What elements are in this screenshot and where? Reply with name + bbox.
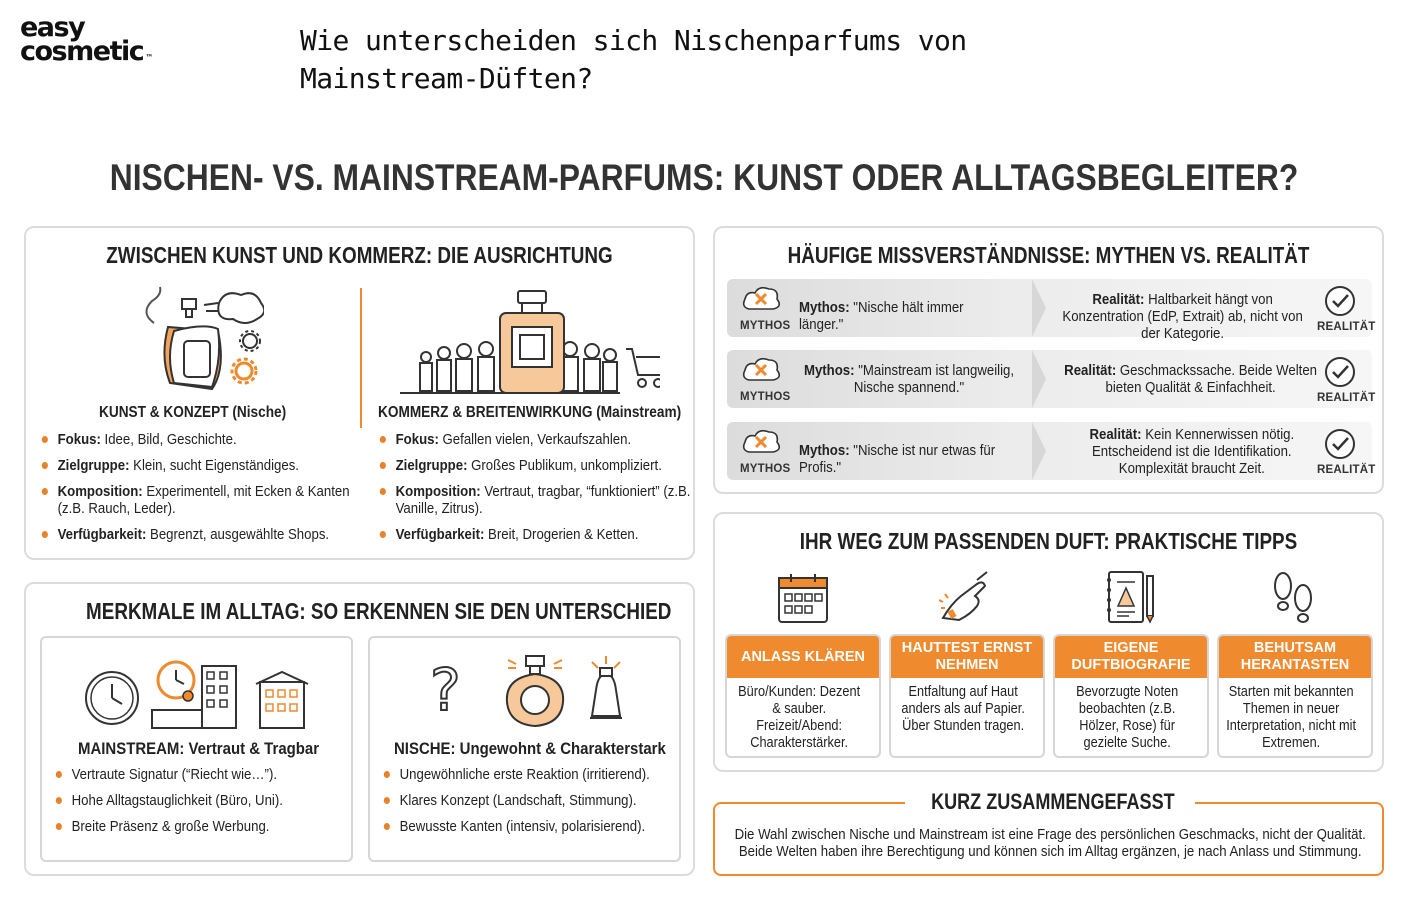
tip-card-duftbiografie bbox=[1053, 634, 1209, 758]
tip-card-herantasten bbox=[1217, 634, 1373, 758]
niche-item: Zielgruppe: Klein, sucht Eigenständiges. bbox=[40, 457, 357, 474]
tip-head: BEHUTSAM HERANTASTEN bbox=[1219, 636, 1371, 678]
trait-item: Ungewöhnliche erste Reaktion (irritierend). bbox=[382, 766, 672, 783]
mainstream-item: Komposition: Vertraut, tragbar, “funktioniert” (z.B. Vanille, Zitrus). bbox=[378, 483, 695, 517]
mainstream-item: Fokus: Gefallen vielen, Verkaufszahlen. bbox=[378, 431, 695, 448]
myth-arrow bbox=[1032, 422, 1046, 480]
summary-box bbox=[713, 789, 1384, 876]
svg-text:?: ? bbox=[430, 656, 461, 724]
tipps-panel bbox=[713, 512, 1384, 772]
myth-text: Mythos: "Nische hält immer länger." bbox=[799, 299, 964, 333]
brand-line-2: cosmetic bbox=[20, 36, 144, 67]
brand-logo bbox=[20, 12, 154, 67]
notebook-icon bbox=[1101, 568, 1161, 628]
trait-item: Vertraute Signatur (“Riecht wie…”). bbox=[54, 766, 344, 783]
mainstream-traits-list bbox=[54, 766, 344, 844]
niche-item: Verfügbarkeit: Begrenzt, ausgewählte Shops. bbox=[40, 526, 357, 543]
tip-card-anlass bbox=[725, 634, 881, 758]
tipps-title: IHR WEG ZUM PASSENDEN DUFT: PRAKTISCHE TIPPS bbox=[799, 528, 1298, 554]
ausrichtung-title: ZWISCHEN KUNST UND KOMMERZ: DIE AUSRICHTUNG bbox=[106, 242, 613, 268]
trait-item: Klares Konzept (Landschaft, Stimmung). bbox=[382, 792, 672, 809]
reality-label: REALITÄT bbox=[1317, 464, 1376, 476]
footprints-icon bbox=[1269, 568, 1319, 628]
niche-item: Fokus: Idee, Bild, Geschichte. bbox=[40, 431, 357, 448]
merkmale-title: MERKMALE IM ALLTAG: SO ERKENNEN SIE DEN UNTERSCHIED bbox=[86, 598, 672, 624]
niche-list bbox=[40, 431, 357, 552]
tip-body: Entfaltung auf Haut anders als auf Papier. Über Stunden tragen. bbox=[901, 684, 1025, 734]
reality-check-icon bbox=[1324, 356, 1356, 388]
myth-row bbox=[727, 422, 1376, 480]
niche-traits-heading: NISCHE: Ungewohnt & Charakterstark bbox=[394, 739, 666, 758]
niche-traits-card bbox=[368, 636, 681, 862]
reality-text: Realität: Geschmackssache. Beide Welten bieten Qualität & Einfachheit. bbox=[1064, 362, 1318, 396]
reality-check-icon bbox=[1324, 428, 1356, 460]
reality-label: REALITÄT bbox=[1317, 321, 1376, 333]
brand-line-1: easy bbox=[20, 12, 85, 43]
office-clock-icon bbox=[82, 654, 312, 730]
calendar-icon bbox=[775, 570, 831, 626]
mainstream-traits-card bbox=[40, 636, 353, 862]
tip-head: ANLASS KLÄREN bbox=[727, 636, 879, 678]
myth-arrow bbox=[1032, 350, 1046, 408]
question-perfume-icon bbox=[424, 650, 634, 730]
reality-check-icon bbox=[1324, 285, 1356, 317]
brand-tm: ™ bbox=[145, 53, 154, 62]
tip-head: HAUTTEST ERNST NEHMEN bbox=[891, 636, 1043, 678]
mainstream-item: Verfügbarkeit: Breit, Drogerien & Ketten. bbox=[378, 526, 695, 543]
myth-label: MYTHOS bbox=[740, 320, 791, 332]
mythen-title: HÄUFIGE MISSVERSTÄNDNISSE: MYTHEN VS. REALITÄT bbox=[787, 242, 1310, 268]
mainstream-item: Zielgruppe: Großes Publikum, unkompliziert. bbox=[378, 457, 695, 474]
myth-label: MYTHOS bbox=[740, 391, 791, 403]
trait-item: Hohe Alltagstauglichkeit (Büro, Uni). bbox=[54, 792, 344, 809]
column-divider bbox=[360, 288, 362, 428]
myth-row bbox=[727, 350, 1376, 408]
mythen-panel bbox=[713, 226, 1384, 494]
tip-body: Starten mit bekannten Themen in neuer Interpretation, nicht mit Extremen. bbox=[1226, 684, 1357, 751]
reality-text: Realität: Haltbarkeit hängt von Konzentration (EdP, Extrait) ab, nicht von der Kategorie. bbox=[1062, 291, 1303, 342]
mainstream-heading: KOMMERZ & BREITENWIRKUNG (Mainstream) bbox=[378, 404, 682, 421]
mainstream-traits-heading: MAINSTREAM: Vertraut & Tragbar bbox=[78, 739, 320, 758]
myth-arrow bbox=[1032, 279, 1046, 337]
summary-title: KURZ ZUSAMMENGEFASST bbox=[931, 789, 1175, 814]
mainstream-bottle-crowd-icon bbox=[400, 283, 660, 398]
merkmale-panel bbox=[24, 582, 695, 876]
ausrichtung-panel bbox=[24, 226, 695, 560]
niche-perfume-icon bbox=[134, 283, 264, 398]
niche-heading: KUNST & KONZEPT (Nische) bbox=[99, 404, 287, 421]
myth-cloud-x-icon bbox=[741, 428, 781, 458]
myth-text: Mythos: "Mainstream ist langweilig, Nische spannend." bbox=[803, 362, 1015, 396]
wrist-spray-icon bbox=[937, 570, 997, 626]
summary-title-wrap bbox=[905, 790, 1195, 814]
myth-cloud-x-icon bbox=[741, 356, 781, 386]
trait-item: Breite Präsenz & große Werbung. bbox=[54, 818, 344, 835]
myth-cloud-x-icon bbox=[741, 285, 781, 315]
tip-head: EIGENE DUFTBIOGRAFIE bbox=[1055, 636, 1207, 678]
myth-label: MYTHOS bbox=[740, 463, 791, 475]
myth-row bbox=[727, 279, 1376, 342]
reality-text: Realität: Kein Kennerwissen nötig. Entscheidend ist die Identifikation. Komplexität braucht Zeit. bbox=[1089, 426, 1295, 477]
mainstream-list bbox=[378, 431, 695, 552]
myth-text: Mythos: "Nische ist nur etwas für Profis." bbox=[799, 442, 996, 476]
reality-label: REALITÄT bbox=[1317, 392, 1376, 404]
tip-card-hauttest bbox=[889, 634, 1045, 758]
main-title: NISCHEN- VS. MAINSTREAM-PARFUMS: KUNST ODER ALLTAGSBEGLEITER? bbox=[109, 157, 1299, 198]
question-title: Wie unterscheiden sich Nischenparfums von Mainstream-Düften? bbox=[300, 24, 967, 95]
tip-body: Büro/Kunden: Dezent & sauber. Freizeit/Abend: Charakterstärker. bbox=[738, 684, 861, 751]
summary-text: Die Wahl zwischen Nische und Mainstream ist eine Frage des persönlichen Geschmacks, nicht der Qualität. Beide Welten haben ihre Berechtigung und können sich im Alltag ergänzen, je nach Anlass und Stimmung. bbox=[734, 826, 1366, 860]
tip-body: Bevorzugte Noten beobachten (z.B. Hölzer, Rose) für gezielte Suche. bbox=[1076, 684, 1179, 751]
trait-item: Bewusste Kanten (intensiv, polarisierend). bbox=[382, 818, 672, 835]
niche-traits-list bbox=[382, 766, 672, 844]
niche-item: Komposition: Experimentell, mit Ecken & Kanten (z.B. Rauch, Leder). bbox=[40, 483, 357, 517]
